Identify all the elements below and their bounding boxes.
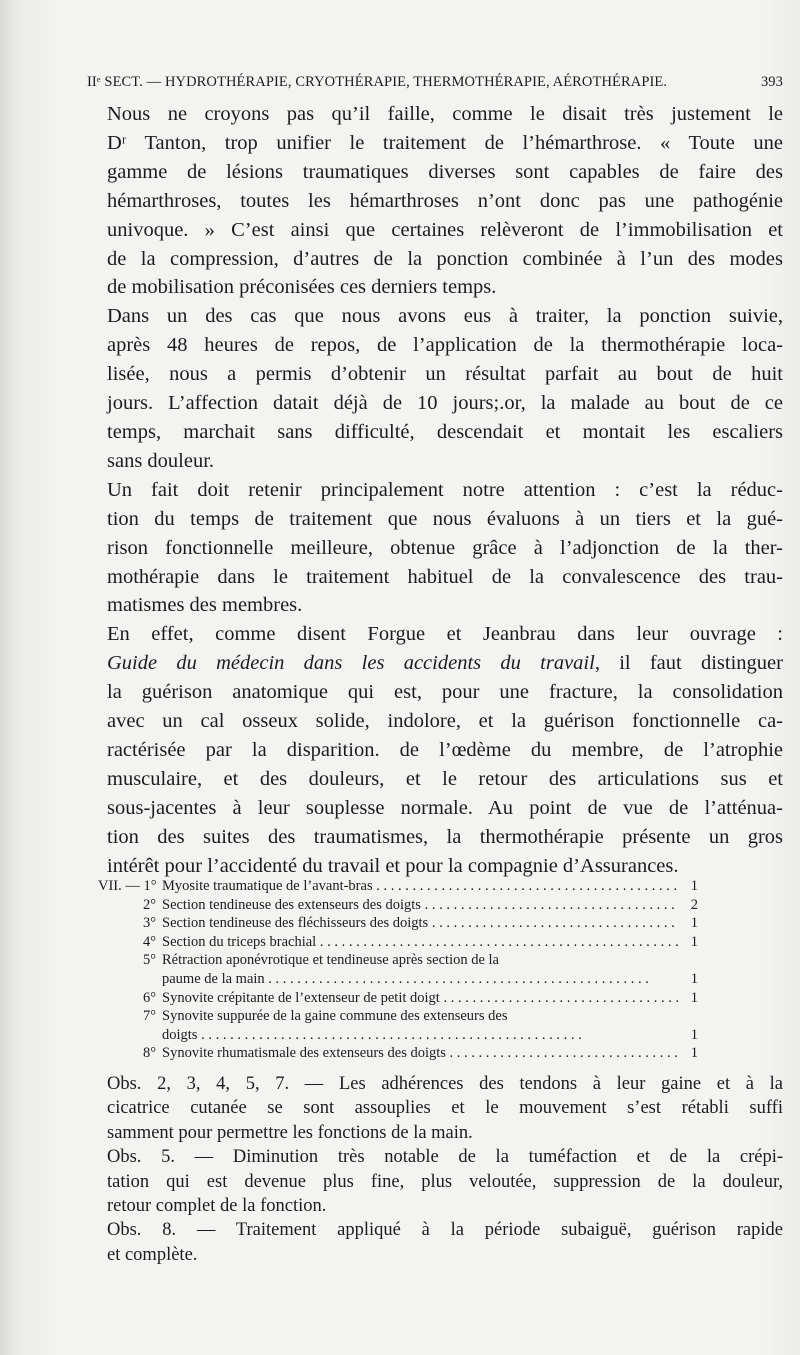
text-line: gamme de lésions traumatiques diverses sont capables de faire des [107, 160, 783, 183]
list-item [98, 914, 698, 933]
list-count: 2 [690, 896, 698, 913]
text-line: temps, marchait sans difficulté, descendait et montait les escaliers [107, 420, 783, 443]
text-line: mothérapie dans le traitement habituel de la convalescence des trau- [107, 565, 783, 588]
list-count: 1 [690, 933, 698, 950]
running-header [87, 74, 783, 91]
observations [87, 1072, 783, 1267]
list-number: 2° [142, 896, 156, 913]
list-text: paume de la main . . . [98, 970, 678, 989]
text-line: hémarthroses, toutes les hémarthroses n’ont donc pas une pathogénie [107, 189, 783, 212]
list-count: 1 [690, 989, 698, 1006]
list-number: 3° [142, 915, 156, 932]
text-line: de la compression, d’autres de la ponction combinée à l’un des modes [107, 247, 783, 270]
list-text: Section du triceps brachial . . . [162, 933, 678, 952]
text-line: retour complet de la fonction. [107, 1196, 327, 1217]
text-line: tation qui est devenue plus fine, plus veloutée, suppression de la douleur, [107, 1171, 783, 1192]
list-text: Section tendineuse des extenseurs des doigts . . . [162, 896, 678, 915]
list-number: VII. — 1° [98, 878, 157, 894]
list-text: Synovite rhumatismale des extenseurs des doigts . . . [162, 1044, 678, 1063]
list-item [98, 989, 698, 1008]
list-count: 1 [690, 970, 698, 987]
text-line: intérêt pour l’accidenté du travail et pour la compagnie d’Assurances. [107, 854, 679, 877]
list-text: Rétraction aponévrotique et tendineuse après section de la [162, 952, 499, 969]
text-line: Obs. 2, 3, 4, 5, 7. — Les adhérences des tendons à leur gaine et à la [107, 1074, 783, 1094]
list-item [98, 896, 698, 915]
list-item-continuation [98, 970, 698, 989]
text-line-with-title [87, 649, 783, 678]
text-line: la guérison anatomique qui est, pour une fracture, la consolidation [107, 681, 783, 704]
text-fragment: , il faut distinguer [594, 652, 783, 675]
list-number: 5° [142, 952, 156, 969]
text-line: Nous ne croyons pas qu’il faille, comme le disait très justement le [107, 103, 783, 125]
text-line: ractérisée par la disparition. de l’œdème du membre, de l’atrophie [107, 738, 783, 761]
text-line: de mobilisation préconisées ces derniers temps. [107, 276, 497, 299]
list-text: Myosite traumatique de l’avant-bras . . . [162, 877, 678, 896]
list-text: Section tendineuse des fléchisseurs des doigts . . . [162, 914, 678, 933]
list-text: Synovite suppurée de la gaine commune des extenseurs des [162, 1008, 508, 1025]
list-count: 1 [690, 1045, 698, 1062]
list-item-continuation [98, 1026, 698, 1045]
text-line: jours. L’affection datait déjà de 10 jours;.or, la malade au bout de ce [107, 392, 783, 415]
list-number: 6° [142, 989, 156, 1006]
text-line: sans douleur. [107, 449, 215, 472]
text-line: samment pour permettre les fonctions de la main. [107, 1122, 473, 1143]
text-line: et complète. [107, 1244, 198, 1265]
paragraph-1 [87, 100, 783, 302]
list-count: 1 [690, 915, 698, 932]
book-title: Guide du médecin dans les accidents du travail [107, 652, 595, 675]
text-line: tion des suites des traumatismes, la thermothérapie présente un gros [107, 825, 783, 848]
text-line: musculaire, et des douleurs, et le retour des articulations sus et [107, 767, 783, 790]
text-line: Obs. 5. — Diminution très notable de la tuméfaction et de la crépi- [107, 1147, 783, 1168]
text-line: Dʳ Tanton, trop unifier le traitement de l’hémarthrose. « Toute une [107, 131, 783, 154]
text-line: Obs. 8. — Traitement appliqué à la période subaiguë, guérison rapide [107, 1220, 783, 1241]
text-line: En effet, comme disent Forgue et Jeanbrau dans leur ouvrage : [107, 623, 783, 646]
text-line: cicatrice cutanée se sont assouplies et le mouvement s’est rétabli suffi [107, 1098, 783, 1119]
list-number: 8° [142, 1045, 156, 1062]
text-line: matismes des membres. [107, 594, 303, 617]
list-item [98, 933, 698, 952]
list-number: 4° [142, 933, 156, 950]
text-line: lisée, nous a permis d’obtenir un résultat parfait au bout de huit [107, 363, 783, 386]
list-number: 7° [142, 1008, 156, 1025]
paragraph-2 [87, 302, 783, 475]
observation [87, 1145, 783, 1218]
list-count: 1 [690, 1026, 698, 1043]
list-text: doigts . . . [98, 1026, 678, 1045]
list-item [98, 877, 698, 896]
text-line: tion du temps de traitement que nous évaluons à un tiers et la gué- [107, 507, 783, 530]
list-text: Synovite crépitante de l’extenseur de petit doigt . . . [162, 989, 678, 1008]
text-line: Dans un des cas que nous avons eus à traiter, la ponction suivie, [107, 305, 783, 328]
observation [87, 1218, 783, 1267]
text-line: Un fait doit retenir principalement notre attention : c’est la réduc- [107, 478, 783, 501]
text-line: après 48 heures de repos, de l’application de la thermothérapie loca- [107, 334, 783, 357]
list-item [98, 951, 698, 970]
paragraph-3 [87, 476, 783, 621]
list-count: 1 [690, 878, 698, 894]
list-item [98, 1007, 698, 1026]
paragraph-4 [87, 620, 783, 880]
text-line: univoque. » C’est ainsi que certaines relèveront de l’immobilisation et [107, 218, 783, 241]
text-line: rison fonctionnelle meilleure, obtenue grâce à l’adjonction de la ther- [107, 536, 783, 559]
observation [87, 1072, 783, 1145]
group-label: VII. — [98, 878, 140, 894]
page-number: 393 [760, 74, 783, 90]
header-section-title: IIᵉ SECT. — HYDROTHÉRAPIE, CRYOTHÉRAPIE, THERMOTHÉRAPIE, AÉROTHÉRAPIE. [87, 74, 668, 90]
list-item [98, 1044, 698, 1063]
text-line: avec un cal osseux solide, indolore, et la guérison fonctionnelle ca- [107, 710, 783, 733]
text-line: sous-jacentes à leur souplesse normale. Au point de vue de l’atténua- [107, 796, 783, 819]
main-text [87, 100, 783, 880]
case-list [98, 877, 698, 1063]
